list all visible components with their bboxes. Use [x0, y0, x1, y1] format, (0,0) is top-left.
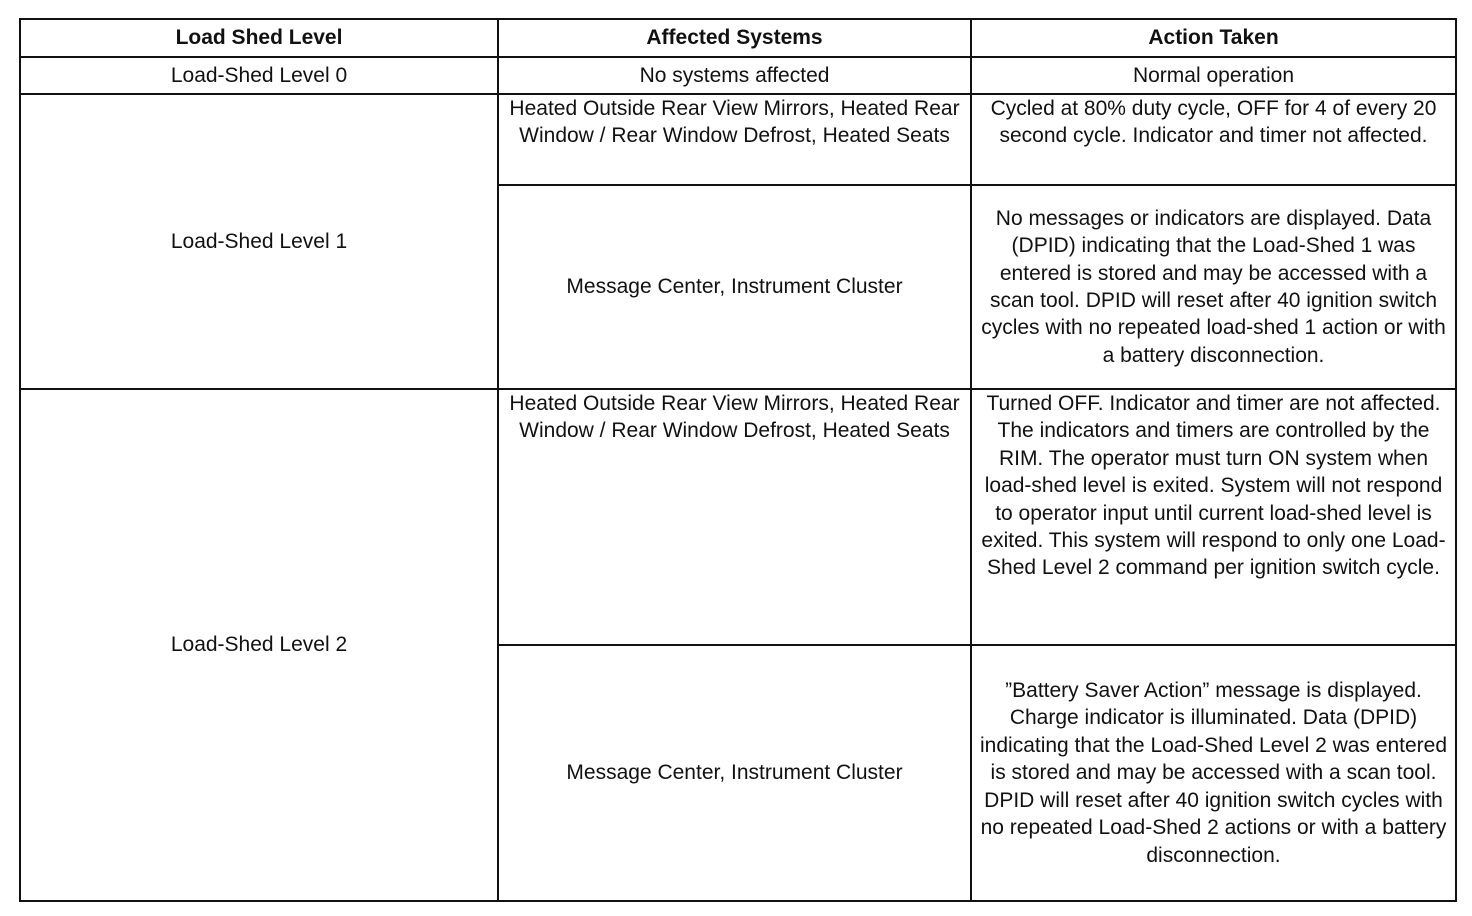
level-2-heated-action-cell: Turned OFF. Indicator and timer are not affected. The indicators and timers are controlled by the RIM. The operator must turn ON system when load-shed level is exited. System will not respond to operator input until current load-shed level is exited. This system will respond to only one Load-Shed Level 2 command per ignition switch cycle.: [971, 389, 1456, 645]
level-0-action-cell: Normal operation: [971, 57, 1456, 94]
table-row-level-0: [20, 57, 1456, 94]
level-0-systems-cell: No systems affected: [498, 57, 971, 94]
level-1-heated-action-cell: Cycled at 80% duty cycle, OFF for 4 of every 20 second cycle. Indicator and timer not affected.: [971, 94, 1456, 185]
header-load-shed-level: Load Shed Level: [20, 19, 498, 57]
table-row-level-2-heated: [20, 389, 1456, 645]
level-2-message-action-cell: ”Battery Saver Action” message is displayed. Charge indicator is illuminated. Data (DPID) indicating that the Load-Shed Level 2 was entered is stored and may be accessed with a scan tool. DPID will reset after 40 ignition switch cycles with no repeated Load-Shed 2 actions or with a battery disconnection.: [971, 645, 1456, 901]
level-1-message-action-cell: No messages or indicators are displayed. Data (DPID) indicating that the Load-Shed 1 was entered is stored and may be accessed with a scan tool. DPID will reset after 40 ignition switch cycles with no repeated load-shed 1 action or with a battery disconnection.: [971, 185, 1456, 389]
level-1-cell: Load-Shed Level 1: [20, 94, 498, 389]
level-0-cell: Load-Shed Level 0: [20, 57, 498, 94]
header-action-taken: Action Taken: [971, 19, 1456, 57]
level-1-heated-systems-cell: Heated Outside Rear View Mirrors, Heated Rear Window / Rear Window Defrost, Heated Seats: [498, 94, 971, 185]
level-2-message-systems-cell: Message Center, Instrument Cluster: [498, 645, 971, 901]
table-row-level-1-heated: [20, 94, 1456, 185]
header-row: [20, 19, 1456, 57]
level-2-cell: Load-Shed Level 2: [20, 389, 498, 901]
level-1-message-systems-cell: Message Center, Instrument Cluster: [498, 185, 971, 389]
level-2-heated-systems-cell: Heated Outside Rear View Mirrors, Heated Rear Window / Rear Window Defrost, Heated Seats: [498, 389, 971, 645]
load-shed-table: [19, 18, 1457, 902]
header-affected-systems: Affected Systems: [498, 19, 971, 57]
